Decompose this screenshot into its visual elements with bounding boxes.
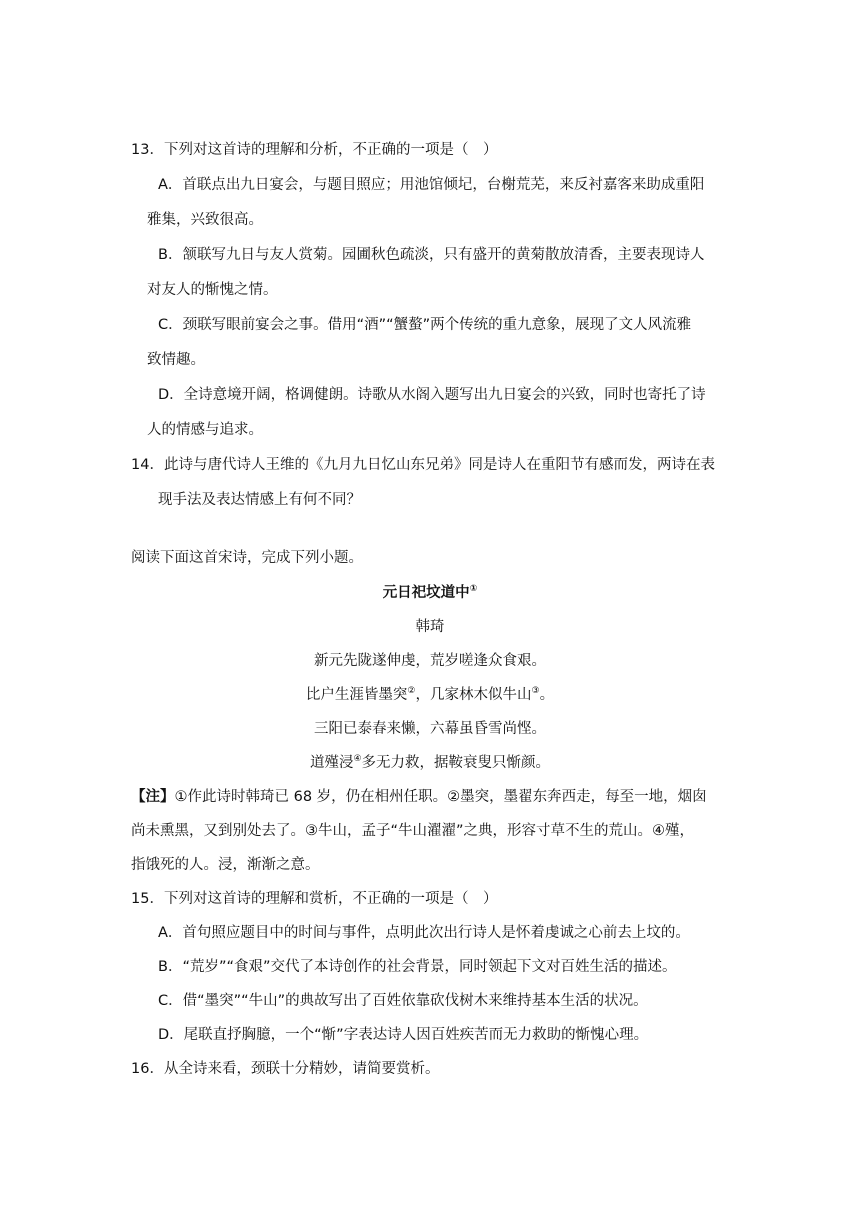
- q14-stem-line1: 14．此诗与唐代诗人王维的《九月九日忆山东兄弟》同是诗人在重阳节有感而发，两诗在表: [131, 457, 715, 473]
- poem-title-text: 元日祀坟道中: [382, 585, 470, 601]
- q14-stem-line2: 现手法及表达情感上有何不同？: [158, 492, 361, 508]
- q13-option-c-line1: C．颈联写眼前宴会之事。借用“酒”“蟹螯”两个传统的重九意象，展现了文人风流雅: [158, 317, 692, 333]
- note-line-3: 指饿死的人。浸，渐渐之意。: [131, 857, 320, 873]
- poem-line-4-part-b: 多无力救，据鞍衰叟只惭颜。: [361, 755, 551, 771]
- poem-line-4-part-a: 道殣浸: [309, 755, 354, 771]
- reading-intro: 阅读下面这首宋诗，完成下列小题。: [131, 550, 363, 566]
- q13-option-a-line1: A．首联点出九日宴会，与题目照应；用池馆倾圮，台榭荒芜，来反衬嘉客来助成重阳: [158, 177, 705, 193]
- note-line-1: [131, 787, 707, 807]
- q15-option-c: C．借“墨突”“牛山”的典故写出了百姓依靠砍伐树木来维持基本生活的状况。: [158, 993, 648, 1009]
- note-line-1-text: ①作此诗时韩琦已 68 岁，仍在相州任职。②墨突，墨翟东奔西走，每至一地，烟囱: [174, 789, 707, 805]
- q15-option-b: B．“荒岁”“食艰”交代了本诗创作的社会背景，同时领起下文对百姓生活的描述。: [158, 959, 677, 975]
- note-line-2: 尚未熏黑，又到别处去了。③牛山，孟子“牛山濯濯”之典，形容寸草不生的荒山。④殣，: [131, 823, 695, 839]
- poem-line-2-part-c: 。: [539, 687, 555, 703]
- poem-title-footnote-mark: ①: [469, 584, 478, 595]
- poem-author: 韩琦: [415, 619, 445, 635]
- note-label: 【注】: [131, 789, 175, 805]
- q15-option-a: A．首句照应题目中的时间与事件，点明此次出行诗人是怀着虔诚之心前去上坟的。: [158, 925, 690, 941]
- poem-line-1: 新元先陇遂伸虔，荒岁嗟逢众食艰。: [314, 653, 546, 669]
- poem-title: [0, 583, 860, 603]
- footnote-mark-3: ③: [531, 686, 540, 697]
- footnote-mark-4: ④: [353, 754, 362, 765]
- q15-stem: 15．下列对这首诗的理解和赏析，不正确的一项是（ ）: [131, 891, 498, 907]
- q16-stem: 16．从全诗来看，颈联十分精妙，请简要赏析。: [131, 1061, 440, 1077]
- q13-option-d-line2: 人的情感与追求。: [147, 422, 263, 438]
- q13-stem: 13．下列对这首诗的理解和分析，不正确的一项是（ ）: [131, 142, 498, 158]
- footnote-mark-2: ②: [407, 686, 416, 697]
- poem-line-3: 三阳已泰春来懒，六幕虽昏雪尚悭。: [314, 721, 546, 737]
- poem-line-4: [0, 753, 860, 773]
- poem-line-2: [0, 685, 860, 705]
- q13-option-d-line1: D．全诗意境开阔，格调健朗。诗歌从水阁入题写出九日宴会的兴致，同时也寄托了诗: [158, 387, 706, 403]
- q13-option-a-line2: 雅集，兴致很高。: [147, 212, 263, 228]
- q13-option-b-line2: 对友人的惭愧之情。: [147, 282, 278, 298]
- poem-line-2-part-b: ，几家林木似牛山: [415, 687, 532, 703]
- q15-option-d: D．尾联直抒胸臆，一个“惭”字表达诗人因百姓疾苦而无力救助的惭愧心理。: [158, 1027, 649, 1043]
- q13-option-b-line1: B．颔联写九日与友人赏菊。园圃秋色疏淡，只有盛开的黄菊散放清香，主要表现诗人: [158, 247, 705, 263]
- q13-option-c-line2: 致情趣。: [147, 352, 205, 368]
- poem-line-2-part-a: 比户生涯皆墨突: [305, 687, 408, 703]
